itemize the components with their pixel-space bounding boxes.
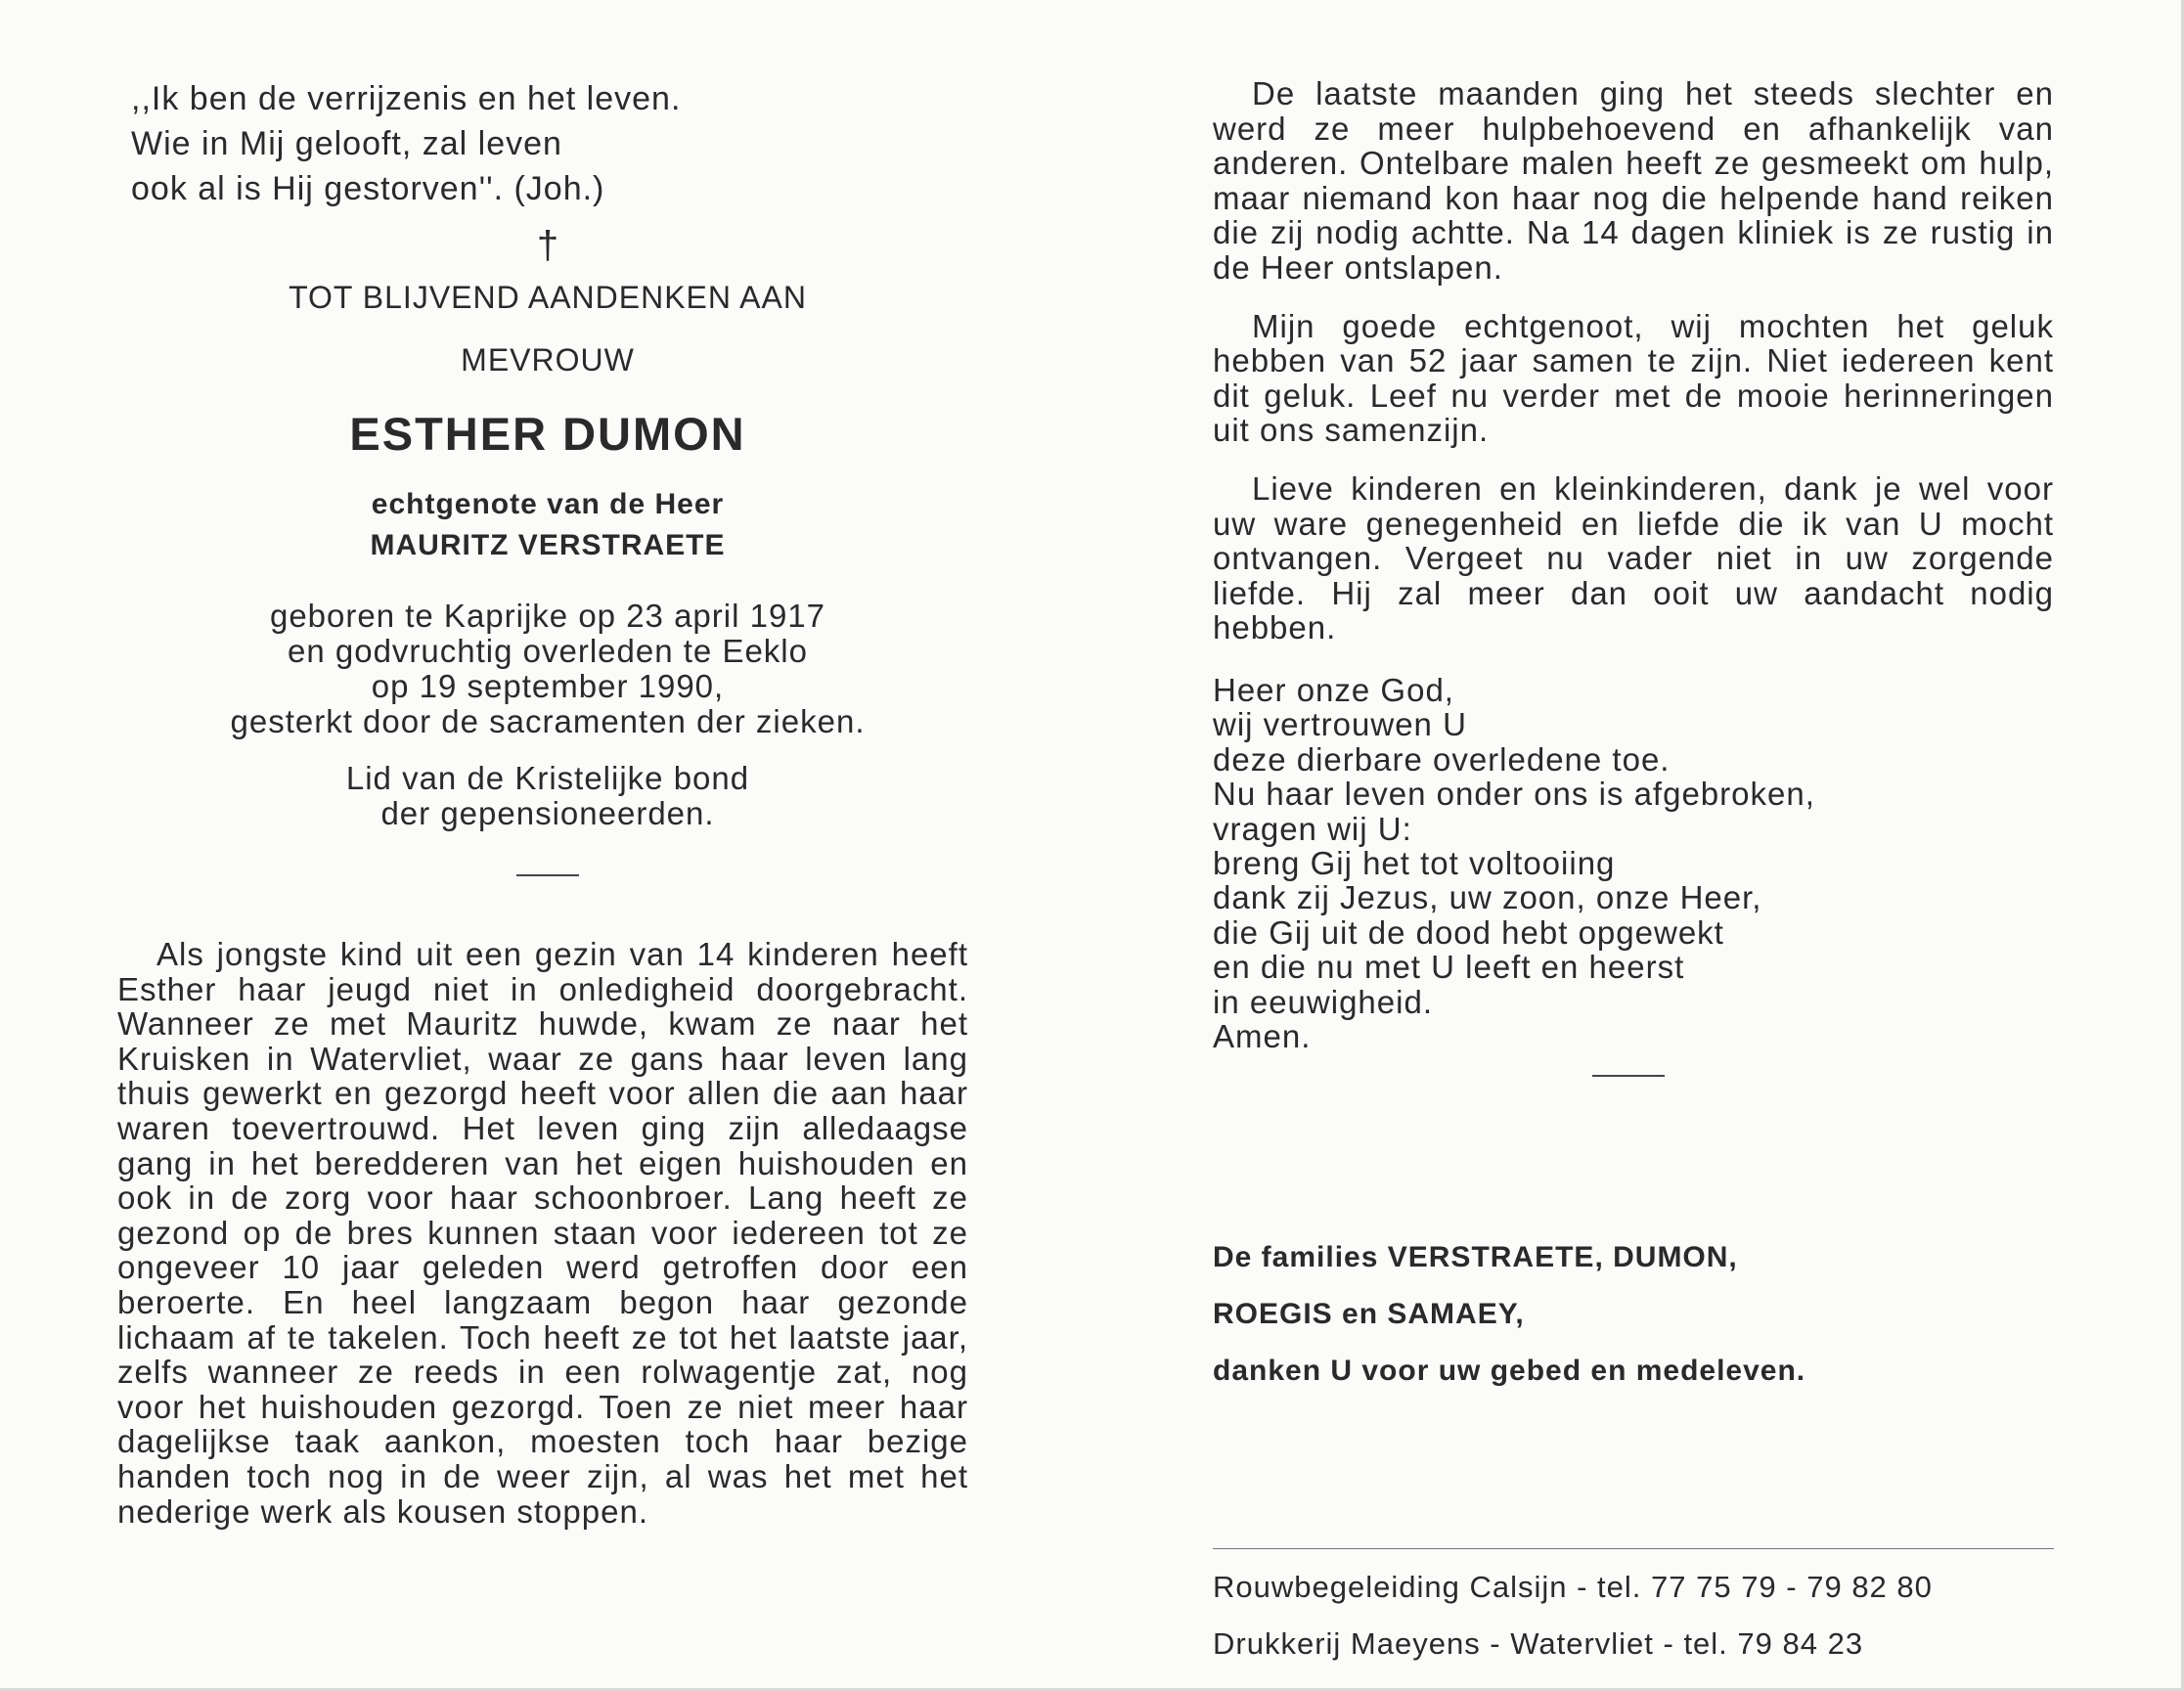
funeral-director: Rouwbegeleiding Calsijn - tel. 77 75 79 - 79 82 80 (1213, 1570, 1933, 1605)
deceased-name: ESTHER DUMON (349, 408, 746, 460)
life-dates (117, 599, 978, 739)
divider (1592, 1075, 1665, 1077)
divider (516, 874, 579, 876)
left-column (117, 76, 978, 1529)
spouse-name: MAURITZ VERSTRAETE (370, 529, 726, 561)
family-line: De families VERSTRAETE, DUMON, (1213, 1241, 1738, 1274)
final-months-paragraph: De laatste maanden ging het steeds slechter en werd ze meer hulpbehoevend en afhankelijk van anderen. Ontelbare malen heeft ze gesmeekt om hulp, maar niemand kon haar nog die helpende hand reiken die zij nodig achtte. Na 14 dagen kliniek is ze rustig in de Heer ontslapen. (1213, 75, 2054, 286)
verse-line-3: ook al is Hij gestorven''. (Joh.) (131, 170, 605, 207)
family-line: ROEGIS en SAMAEY, (1213, 1298, 1525, 1331)
prayer-line: wij vertrouwen U (1213, 706, 1467, 743)
prayer-line: in eeuwigheid. (1213, 983, 1433, 1020)
prayer-line: Amen. (1213, 1017, 1312, 1054)
membership (117, 761, 978, 831)
life-story: Als jongste kind uit een gezin van 14 kinderen heeft Esther haar jeugd niet in onledigheid doorgebracht. Wanneer ze met Mauritz huwde, kwam ze naar het Kruisken in Watervliet, waar ze gans haar leven lang thuis gewerkt en gezorgd heeft voor allen die aan haar waren toevertrouwd. Het leven ging zijn alledaagse gang in het beredderen van het eigen huishouden en ook in de zorg voor haar schoonbroer. Lang heeft ze gezond op de bres kunnen staan voor iedereen tot ze ongeveer 10 jaar geleden werd getroffen door een beroerte. En heel langzaam begon haar gezonde lichaam af te takelen. Toch heeft ze tot het laatste jaar, zelfs wanneer ze reeds in een rolwagentje zat, nog voor het huishouden gezorgd. Toen ze niet meer haar dagelijkse taak aankon, moesten toch haar bezige handen toch nog in de weer zijn, al was het met het nederige werk als kousen stoppen. (117, 936, 968, 1530)
bible-verse (131, 76, 978, 211)
family-thanks (1213, 1229, 2054, 1400)
right-column (1213, 76, 2054, 1672)
printer-credit: Drukkerij Maeyens - Watervliet - tel. 79 84 23 (1213, 1626, 1864, 1662)
dates-line: op 19 september 1990, (371, 668, 725, 704)
spouse-intro: echtgenote van de Heer (371, 488, 725, 520)
prayer-line: en die nu met U leeft en heerst (1213, 949, 1685, 986)
spouse-paragraph: Mijn goede echtgenoot, wij mochten het geluk hebben van 52 jaar samen te zijn. Niet iedereen kent dit geluk. Leef nu verder met de mooie herinneringen uit ons samenzijn. (1213, 307, 2054, 449)
footer-divider (1213, 1548, 2054, 1549)
prayer-line: Heer onze God, (1213, 671, 1454, 708)
dates-line: geboren te Kaprijke op 23 april 1917 (269, 598, 826, 634)
verse-line-1: ,,Ik ben de verrijzenis en het leven. (131, 80, 682, 117)
prayer-line: die Gij uit de dood hebt opgewekt (1213, 913, 1724, 951)
membership-line: der gepensioneerden. (380, 795, 715, 831)
children-paragraph: Lieve kinderen en kleinkinderen, dank je wel voor uw ware genegenheid en liefde die ik van U mocht ontvangen. Vergeet nu vader niet in uw zorgende liefde. Hij zal meer dan ooit uw aandacht nodig hebben. (1213, 469, 2054, 646)
verse-line-2: Wie in Mij gelooft, zal leven (131, 125, 562, 162)
prayer-line: deze dierbare overledene toe. (1213, 740, 1671, 778)
cross-icon: † (536, 224, 559, 267)
prayer-line: dank zij Jezus, uw zoon, onze Heer, (1213, 879, 1762, 916)
remembrance-heading: TOT BLIJVEND AANDENKEN AAN (289, 280, 807, 315)
family-line: danken U voor uw gebed en medeleven. (1213, 1355, 1806, 1388)
footer (1213, 1559, 2054, 1672)
honorific: MEVROUW (461, 342, 635, 378)
prayer (1213, 673, 2054, 1053)
membership-line: Lid van de Kristelijke bond (345, 760, 750, 796)
dates-line: en godvruchtig overleden te Eeklo (288, 633, 808, 669)
prayer-line: Nu haar leven onder ons is afgebroken, (1213, 776, 1815, 813)
dates-line: gesterkt door de sacramenten der zieken. (230, 703, 866, 739)
prayer-line: breng Gij het tot voltooiing (1213, 844, 1616, 881)
prayer-line: vragen wij U: (1213, 810, 1412, 847)
